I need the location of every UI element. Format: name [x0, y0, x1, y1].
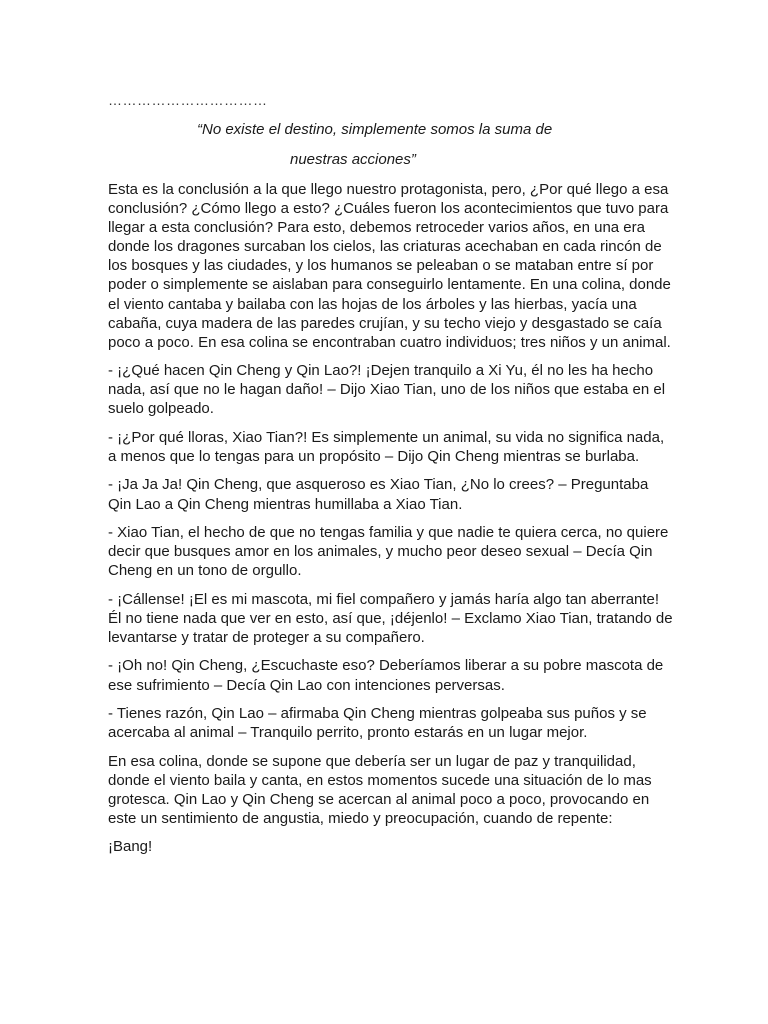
epigraph-line-1: “No existe el destino, simplemente somos la suma de [197, 121, 553, 138]
paragraph-intro: Esta es la conclusión a la que llego nuestro protagonista, pero, ¿Por qué llego a esa conclusión? ¿Cómo llego a esto? ¿Cuáles fueron los acontecimientos que tuvo para llegar a esta conclusión? Para esto, debemos retroceder varios años, en una era donde los dragones surcaban los cielos, las criaturas acechaban en cada rincón de los bosques y las ciudades, y los humanos se peleaban o se mataban entre sí por poder o simplemente se aislaban para conseguirlo lentamente. En una colina, donde el viento cantaba y bailaba con las hojas de los árboles y las hierbas, yacía una cabaña, cuya madera de las paredes crujían, y su techo viejo y desgastado se caía poco a poco. En esa colina se encontraban cuatro individuos; tres niños y un animal. [108, 181, 671, 351]
paragraph-narration: En esa colina, donde se supone que debería ser un lugar de paz y tranquilidad, donde el viento baila y canta, en estos momentos sucede una situación de lo mas grotesca. Qin Lao y Qin Cheng se acercan al animal poco a poco, provocando en este un sentimiento de angustia, miedo y preocupación, cuando de repente: [108, 752, 652, 827]
paragraph-dialogue-5: - ¡Cállense! ¡El es mi mascota, mi fiel compañero y jamás haría algo tan aberrante! Él no tiene nada que ver en esto, así que, ¡déjenlo! – Exclamo Xiao Tian, tratando de levantarse y tratar de proteger a su compañero. [108, 590, 673, 646]
paragraph-bang: ¡Bang! [108, 838, 153, 856]
section-separator-dots: …………………………… [108, 92, 268, 108]
story-body [108, 180, 674, 866]
paragraph-dialogue-7: - Tienes razón, Qin Lao – afirmaba Qin Cheng mientras golpeaba sus puños y se acercaba al animal – Tranquilo perrito, pronto estarás en un lugar mejor. [108, 704, 647, 742]
epigraph-line-2: nuestras acciones” [290, 151, 416, 168]
paragraph-dialogue-3: - ¡Ja Ja Ja! Qin Cheng, que asqueroso es Xiao Tian, ¿No lo crees? – Preguntaba Qin Lao a Qin Cheng mientras humillaba a Xiao Tian. [108, 476, 649, 513]
paragraph-dialogue-4: - Xiao Tian, el hecho de que no tengas familia y que nadie te quiera cerca, no quiere decir que busques amor en los animales, y mucho peor deseo sexual – Decía Qin Cheng en un tono de orgullo. [108, 524, 669, 580]
paragraph-dialogue-1: - ¡¿Qué hacen Qin Cheng y Qin Lao?! ¡Dejen tranquilo a Xi Yu, él no les ha hecho nada, así que no le hagan daño! – Dijo Xiao Tian, uno de los niños que estaba en el suelo golpeado. [108, 362, 666, 418]
paragraph-dialogue-2: - ¡¿Por qué lloras, Xiao Tian?! Es simplemente un animal, su vida no significa nada, a menos que lo tengas para un propósito – Dijo Qin Cheng mientras se burlaba. [108, 428, 665, 465]
paragraph-dialogue-6: - ¡Oh no! Qin Cheng, ¿Escuchaste eso? Deberíamos liberar a su pobre mascota de ese sufrimiento – Decía Qin Lao con intenciones perversas. [108, 657, 664, 694]
